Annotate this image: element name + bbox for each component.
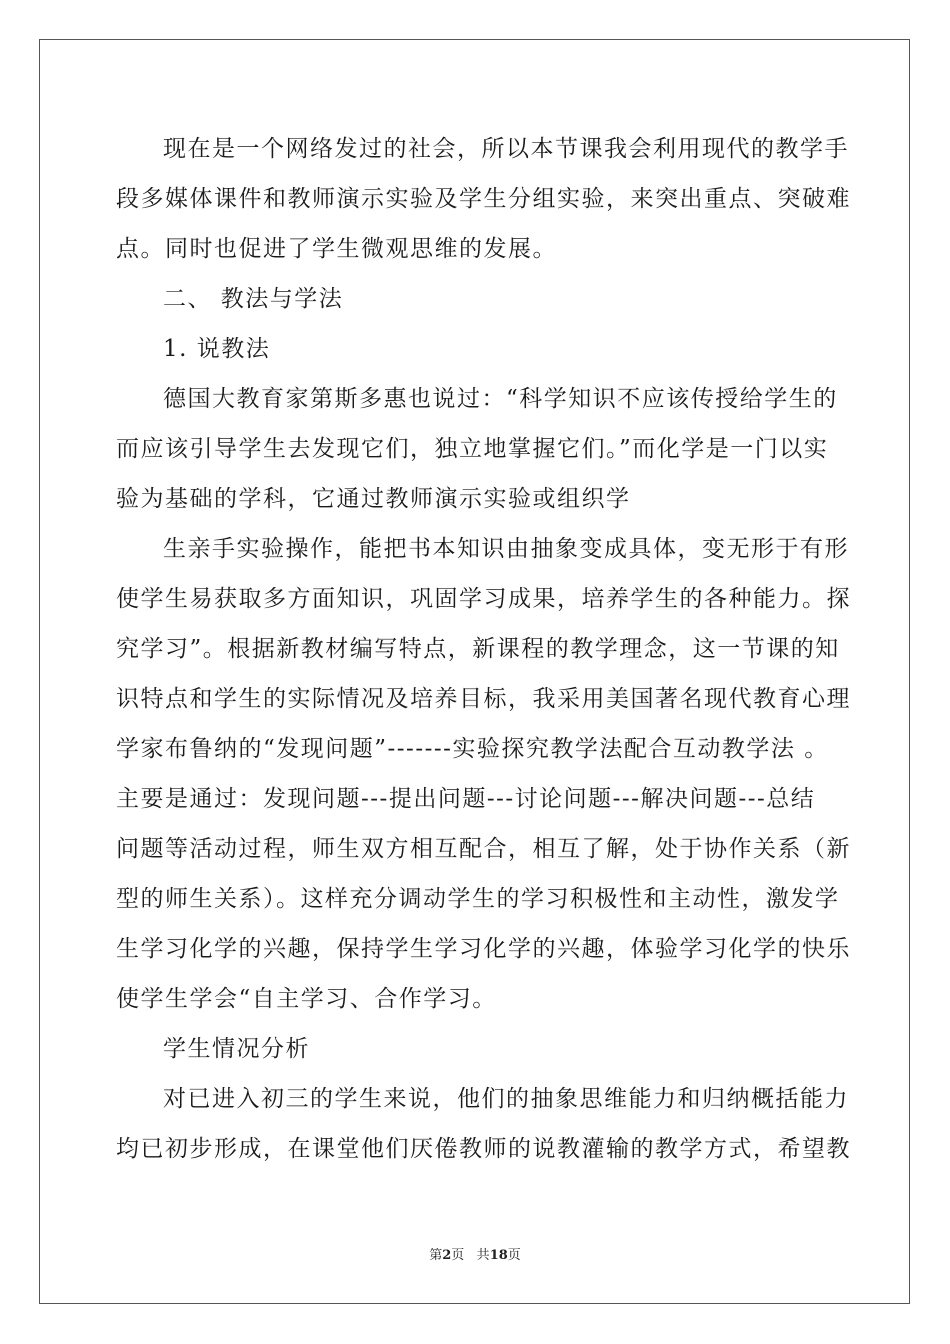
text-line: 使学生易获取多方面知识，巩固学习成果，培养学生的各种能力。探 [116,586,851,612]
total-prefix: 共 [476,1248,490,1263]
text-line: 均已初步形成，在课堂他们厌倦教师的说教灌输的教学方式，希望教 [116,1136,851,1162]
page-prefix: 第 [429,1248,443,1263]
text-line: 究学习”。根据新教材编写特点，新课程的教学理念，这一节课的知 [116,636,840,662]
text-line: 问题等活动过程，师生双方相互配合，相互了解，处于协作关系（新 [116,836,851,862]
text-line: 生亲手实验操作，能把书本知识由抽象变成具体，变无形于有形 [163,536,849,562]
text-line: 验为基础的学科，它通过教师演示实验或组织学 [116,486,631,512]
text-line: 现在是一个网络发过的社会，所以本节课我会利用现代的教学手 [163,136,849,162]
subsection-heading: 1. 说教法 [163,336,271,362]
text-line: 使学生学会“自主学习、合作学习。 [116,986,497,1012]
text-line: 型的师生关系）。这样充分调动学生的学习积极性和主动性，激发学 [116,886,840,912]
page-number: 2 [442,1248,452,1263]
text-line: 德国大教育家第斯多惠也说过：“科学知识不应该传授给学生的 [163,386,838,412]
page-frame [39,39,910,1304]
page-footer [0,1247,950,1265]
text-line: 点。同时也促进了学生微观思维的发展。 [116,236,557,262]
page-total: 18 [489,1248,508,1263]
text-line: 学家布鲁纳的“发现问题”-------实验探究教学法配合互动教学法 。 [116,736,829,762]
section-heading: 学生情况分析 [163,1036,310,1062]
text-line: 段多媒体课件和教师演示实验及学生分组实验，来突出重点、突破难 [116,186,851,212]
section-heading: 二、 教法与学法 [163,286,344,312]
page-suffix: 页 [451,1248,465,1263]
total-suffix: 页 [507,1248,521,1263]
text-line: 而应该引导学生去发现它们，独立地掌握它们。”而化学是一门以实 [116,436,829,462]
text-line: 生学习化学的兴趣，保持学生学习化学的兴趣，体验学习化学的快乐 [116,936,851,962]
text-line: 对已进入初三的学生来说，他们的抽象思维能力和归纳概括能力 [163,1086,849,1112]
text-line: 识特点和学生的实际情况及培养目标，我采用美国著名现代教育心理 [116,686,851,712]
text-line: 主要是通过：发现问题---提出问题---讨论问题---解决问题---总结 [116,786,816,812]
